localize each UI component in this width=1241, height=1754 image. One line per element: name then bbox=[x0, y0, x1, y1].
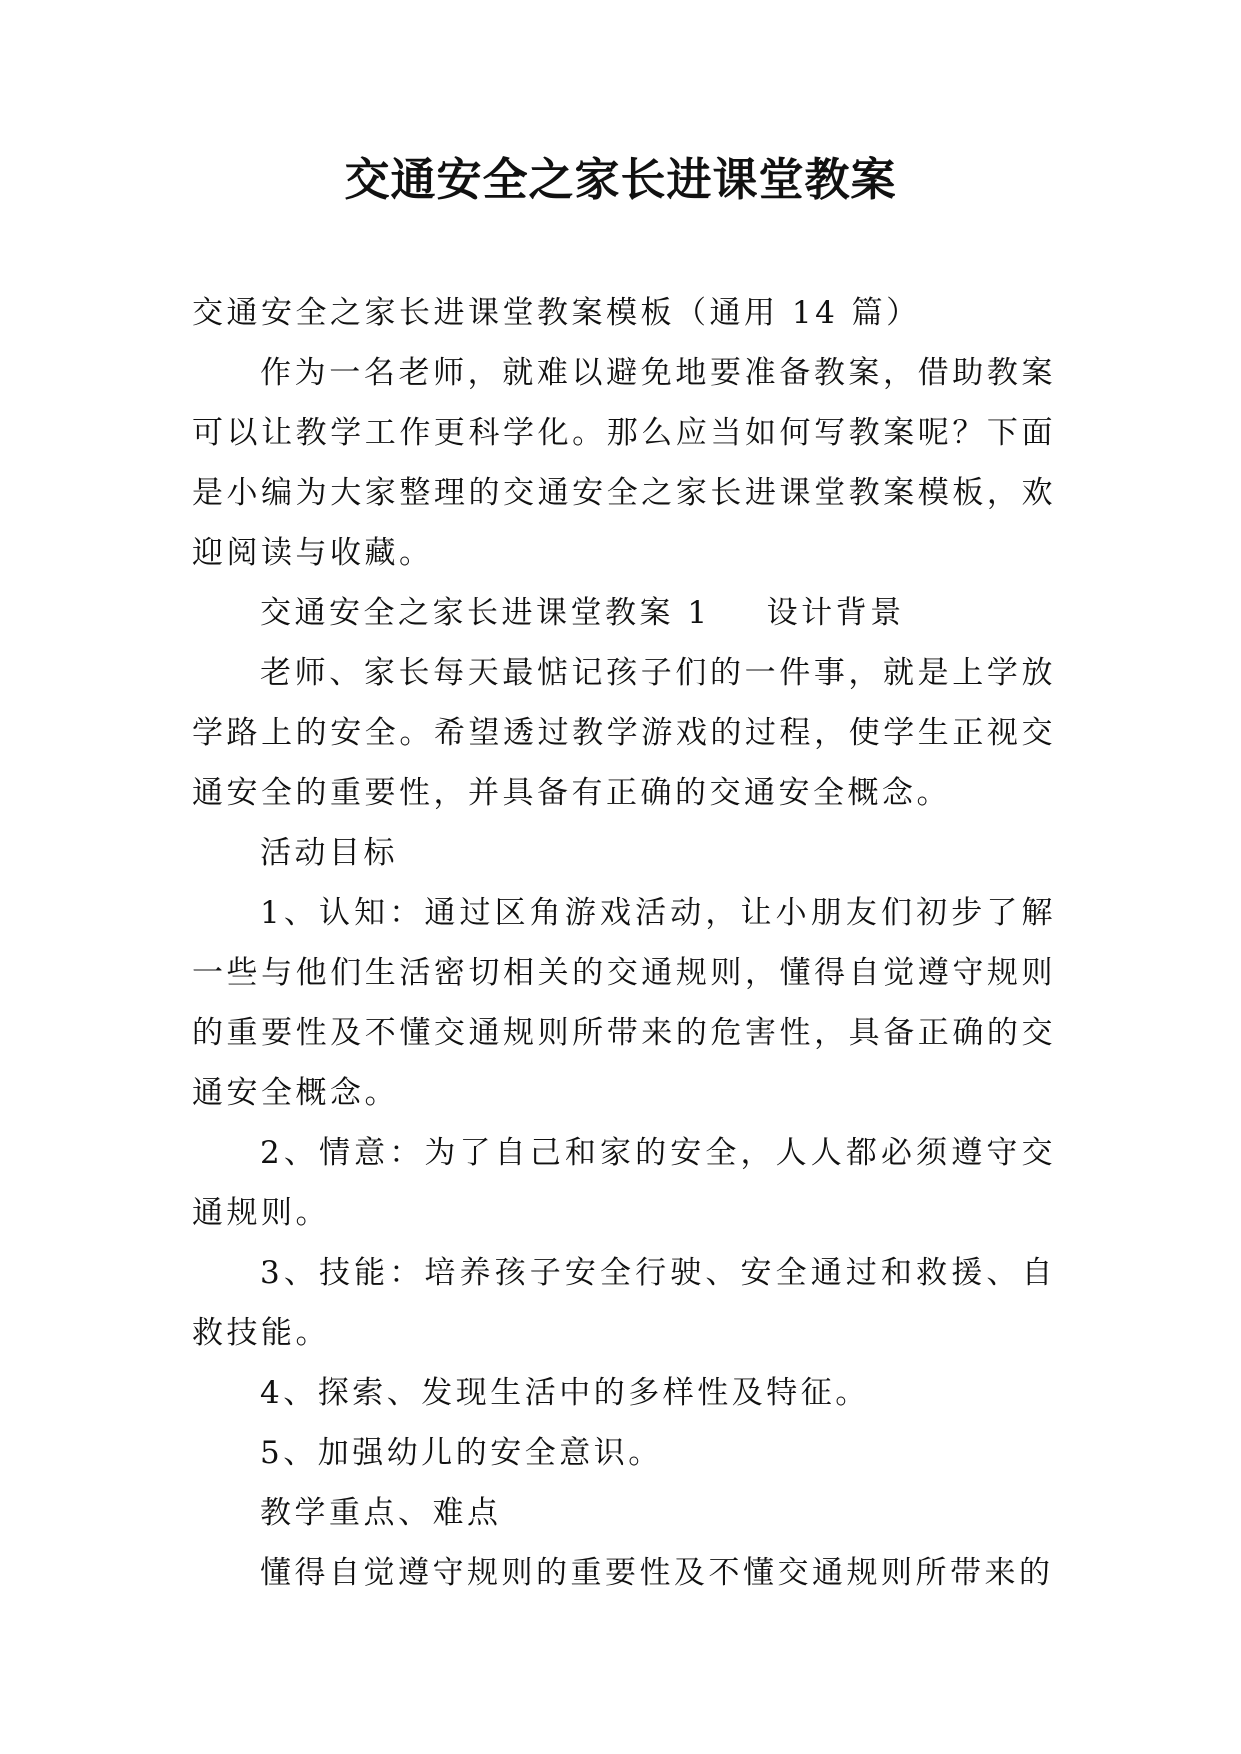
goal-item: 1、认知：通过区角游戏活动，让小朋友们初步了解一些与他们生活密切相关的交通规则，懂得自觉遵守规则的重要性及不懂交通规则所带来的危害性，具备正确的交通安全概念。 bbox=[192, 895, 1056, 1111]
goal-item: 3、技能：培养孩子安全行驶、安全通过和救援、自救技能。 bbox=[192, 1255, 1056, 1351]
document-subtitle: 交通安全之家长进课堂教案模板（通用 14 篇） bbox=[192, 295, 921, 331]
key-points-paragraph: 懂得自觉遵守规则的重要性及不懂交通规则所带来的 bbox=[260, 1555, 1054, 1591]
design-background-heading: 设计背景 bbox=[766, 595, 905, 631]
design-background-paragraph: 老师、家长每天最惦记孩子们的一件事，就是上学放学路上的安全。希望透过教学游戏的过程，使学生正视交通安全的重要性，并具备有正确的交通安全概念。 bbox=[192, 655, 1056, 811]
goal-item: 2、情意：为了自己和家的安全，人人都必须遵守交通规则。 bbox=[192, 1135, 1056, 1231]
section1-heading: 交通安全之家长进课堂教案 1 bbox=[260, 595, 711, 631]
goals-heading: 活动目标 bbox=[260, 835, 398, 871]
document-body bbox=[192, 283, 1056, 1603]
goal-item: 5、加强幼儿的安全意识。 bbox=[260, 1435, 663, 1471]
goal-item: 4、探索、发现生活中的多样性及特征。 bbox=[260, 1375, 870, 1411]
section-heading-line bbox=[192, 583, 1056, 643]
key-points-heading: 教学重点、难点 bbox=[260, 1495, 502, 1531]
document-title: 交通安全之家长进课堂教案 bbox=[344, 153, 897, 206]
intro-paragraph: 作为一名老师，就难以避免地要准备教案，借助教案可以让教学工作更科学化。那么应当如何写教案呢？下面是小编为大家整理的交通安全之家长进课堂教案模板，欢迎阅读与收藏。 bbox=[192, 355, 1056, 571]
